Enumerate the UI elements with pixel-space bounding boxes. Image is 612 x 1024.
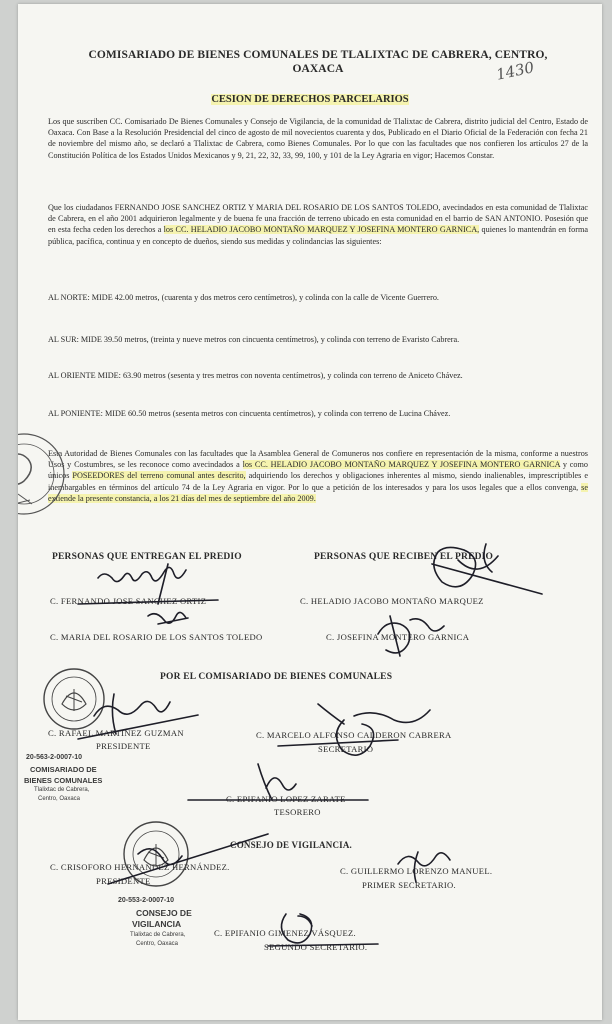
comisariado-stamp-line-4: Centro, Oaxaca: [38, 796, 81, 802]
closing-highlight-2: POSEEDORES del terreno comunal antes descrito,: [72, 471, 246, 481]
intro-paragraph: Los que suscriben CC. Comisariado De Bienes Comunales y Consejo de Vigilancia, de la comunidad de Tlalixtac de Cabrera, distrito judicial del Centro, Estado de Oaxaca. Con Base a la Resolución Presidencial del cinco de agosto de mil novecientos cuarenta y dos, Publicado en el Diario Oficial de la Federación con fecha 21 de noviembre del mismo año, se declaró a Tlalixtac de Cabrera, como Bienes Comunales. Por lo que con las facultades que nos confieren los artículos 27 de la Constitución Política de los Estados Unidos Mexicanos y 9, 21, 22, 32, 33, 99, 100, y 101 de la Ley Agraria en vigor; Hacemos Constar.: [48, 117, 588, 160]
vigilancia-stamp-line-3: Tlalixtac de Cabrera,: [130, 932, 186, 938]
cession-text-highlight: los CC. HELADIO JACOBO MONTAÑO MARQUEZ Y JOSEFINA MONTERO GARNICA,: [163, 225, 480, 235]
partial-seal-left: [18, 434, 64, 514]
cession-text-b: quienes lo mantendrán en forma pública, pacífica, continua y en concepto de dueños, siendo sus medidas y colindancias las siguientes:: [48, 225, 588, 246]
cession-text-a: Que los ciudadanos FERNANDO JOSE SANCHEZ ORTIZ Y MARIA DEL ROSARIO DE LOS SANTOS TOLEDO, avecindados en esta comunidad de Tlalixtac de Cabrera, en el año 2001 adquirieron legalmente y de buena fe una fracción de terreno ubicado en esta comunidad en el barrio de SAN ANTONIO. Posesión que en esta fecha ceden los derechos a: [48, 203, 588, 235]
signature-heladio: [432, 544, 542, 594]
signature-cv-segundo-secretario: [268, 914, 378, 946]
comisariado-stamp-line-1: COMISARIADO DE: [30, 765, 97, 774]
boundary-south: AL SUR: MIDE 39.50 metros, (treinta y nueve metros con cincuenta centímetros), y colinda con terreno de Evaristo Cabrera.: [48, 335, 460, 344]
comisariado-stamp-line-2: BIENES COMUNALES: [24, 776, 103, 785]
comisariado-heading: POR EL COMISARIADO DE BIENES COMUNALES: [160, 672, 393, 682]
vigilancia-heading: CONSEJO DE VIGILANCIA.: [230, 840, 353, 850]
signature-josefina: [378, 616, 444, 656]
closing-highlight-3: se extiende la presente constancia, a los 21 días del mes de septiembre del año 2009.: [48, 482, 588, 503]
handwritten-number: 1430: [494, 58, 536, 84]
vigilancia-stamp-line-1: CONSEJO DE: [136, 908, 192, 918]
receiver-name-2: C. JOSEFINA MONTERO GARNICA: [326, 632, 470, 642]
deliverers-heading: PERSONAS QUE ENTREGAN EL PREDIO: [52, 552, 242, 562]
deliverer-name-1: C. FERNANDO JOSE SANCHEZ ORTIZ: [50, 596, 207, 606]
comisariado-round-seal: [44, 669, 104, 729]
document-sheet: [18, 4, 602, 1020]
cv-segundo-secretario-name: C. EPIFANIO GIMENEZ VÁSQUEZ.: [214, 928, 356, 938]
closing-text-a: Esta Autoridad de Bienes Comunales con las facultades que la Asamblea General de Comuneros nos confiere en representación de la misma, conforme a nuestros Usos y Costumbres, se les reconoce como avecindados a: [48, 449, 588, 470]
signature-fernando: [78, 564, 218, 604]
cv-presidente-role: PRESIDENTE: [96, 876, 151, 886]
comisariado-stamp-line-3: Tlalixtac de Cabrera,: [34, 787, 90, 793]
receiver-name-1: C. HELADIO JACOBO MONTAÑO MARQUEZ: [300, 596, 484, 606]
tesorero-role: TESORERO: [274, 807, 321, 817]
title-line-1: COMISARIADO DE BIENES COMUNALES DE TLALIXTAC DE CABRERA, CENTRO,: [88, 49, 548, 61]
signatures-and-seals-overlay: [18, 4, 602, 1020]
cv-primer-secretario-name: C. GUILLERMO LORENZO MANUEL.: [340, 866, 493, 876]
secretario-name: C. MARCELO ALFONSO CALDERON CABRERA: [256, 730, 452, 740]
presidente-name: C. RAFAEL MARTINEZ GUZMAN: [48, 728, 184, 738]
vigilancia-stamp-line-2: VIGILANCIA: [132, 919, 182, 929]
boundary-west: AL PONIENTE: MIDE 60.50 metros (sesenta metros con cincuenta centímetros), y colinda con terreno de Lucina Chávez.: [48, 409, 451, 418]
boundary-north: AL NORTE: MIDE 42.00 metros, (cuarenta y dos metros cero centímetros), y colinda con la calle de Vicente Guerrero.: [48, 293, 439, 302]
boundary-east: AL ORIENTE MIDE: 63.90 metros (sesenta y tres metros con noventa centímetros), y colinda con terreno de Aniceto Chávez.: [48, 371, 463, 380]
signature-cv-presidente: [108, 834, 268, 884]
tesorero-name: C. EPIFANIO LOPEZ ZARATE: [226, 794, 346, 804]
closing-text-b: y como únicos: [48, 460, 588, 481]
cv-primer-secretario-role: PRIMER SECRETARIO.: [362, 880, 457, 890]
vigilancia-stamp-code: 20-553-2-0007-10: [118, 897, 175, 904]
comisariado-stamp-code: 20-563-2-0007-10: [26, 754, 83, 761]
signature-tesorero: [188, 764, 368, 800]
deliverer-name-2: C. MARIA DEL ROSARIO DE LOS SANTOS TOLEDO: [50, 632, 263, 642]
closing-highlight-1: los CC. HELADIO JACOBO MONTAÑO MARQUEZ Y JOSEFINA MONTERO GARNICA: [242, 460, 561, 470]
cv-presidente-name: C. CRISOFORO HERNANDEZ HERNÁNDEZ.: [50, 862, 230, 872]
cv-segundo-secretario-role: SEGUNDO SECRETARIO.: [264, 942, 368, 952]
closing-text-c: adquiriendo los derechos y obligaciones inherentes al mismo, siendo inalienables, imprescriptibles e inembargables en términos del artículo 74 de la Ley Agraria en vigor. Por lo que a petición de los interesados y para los usos legales que a ellos convenga,: [48, 471, 588, 492]
signature-cv-primer-secretario: [398, 852, 450, 882]
secretario-role: SECRETARIO: [318, 744, 374, 754]
vigilancia-stamp-line-4: Centro, Oaxaca: [136, 941, 179, 947]
receivers-heading: PERSONAS QUE RECIBEN EL PREDIO: [314, 552, 494, 562]
signature-secretario: [278, 704, 430, 755]
subtitle-text: CESION DE DERECHOS PARCELARIOS: [211, 94, 409, 105]
presidente-role: PRESIDENTE: [96, 741, 151, 751]
signature-maria: [148, 612, 188, 624]
title-line-2: OAXACA: [292, 63, 344, 75]
